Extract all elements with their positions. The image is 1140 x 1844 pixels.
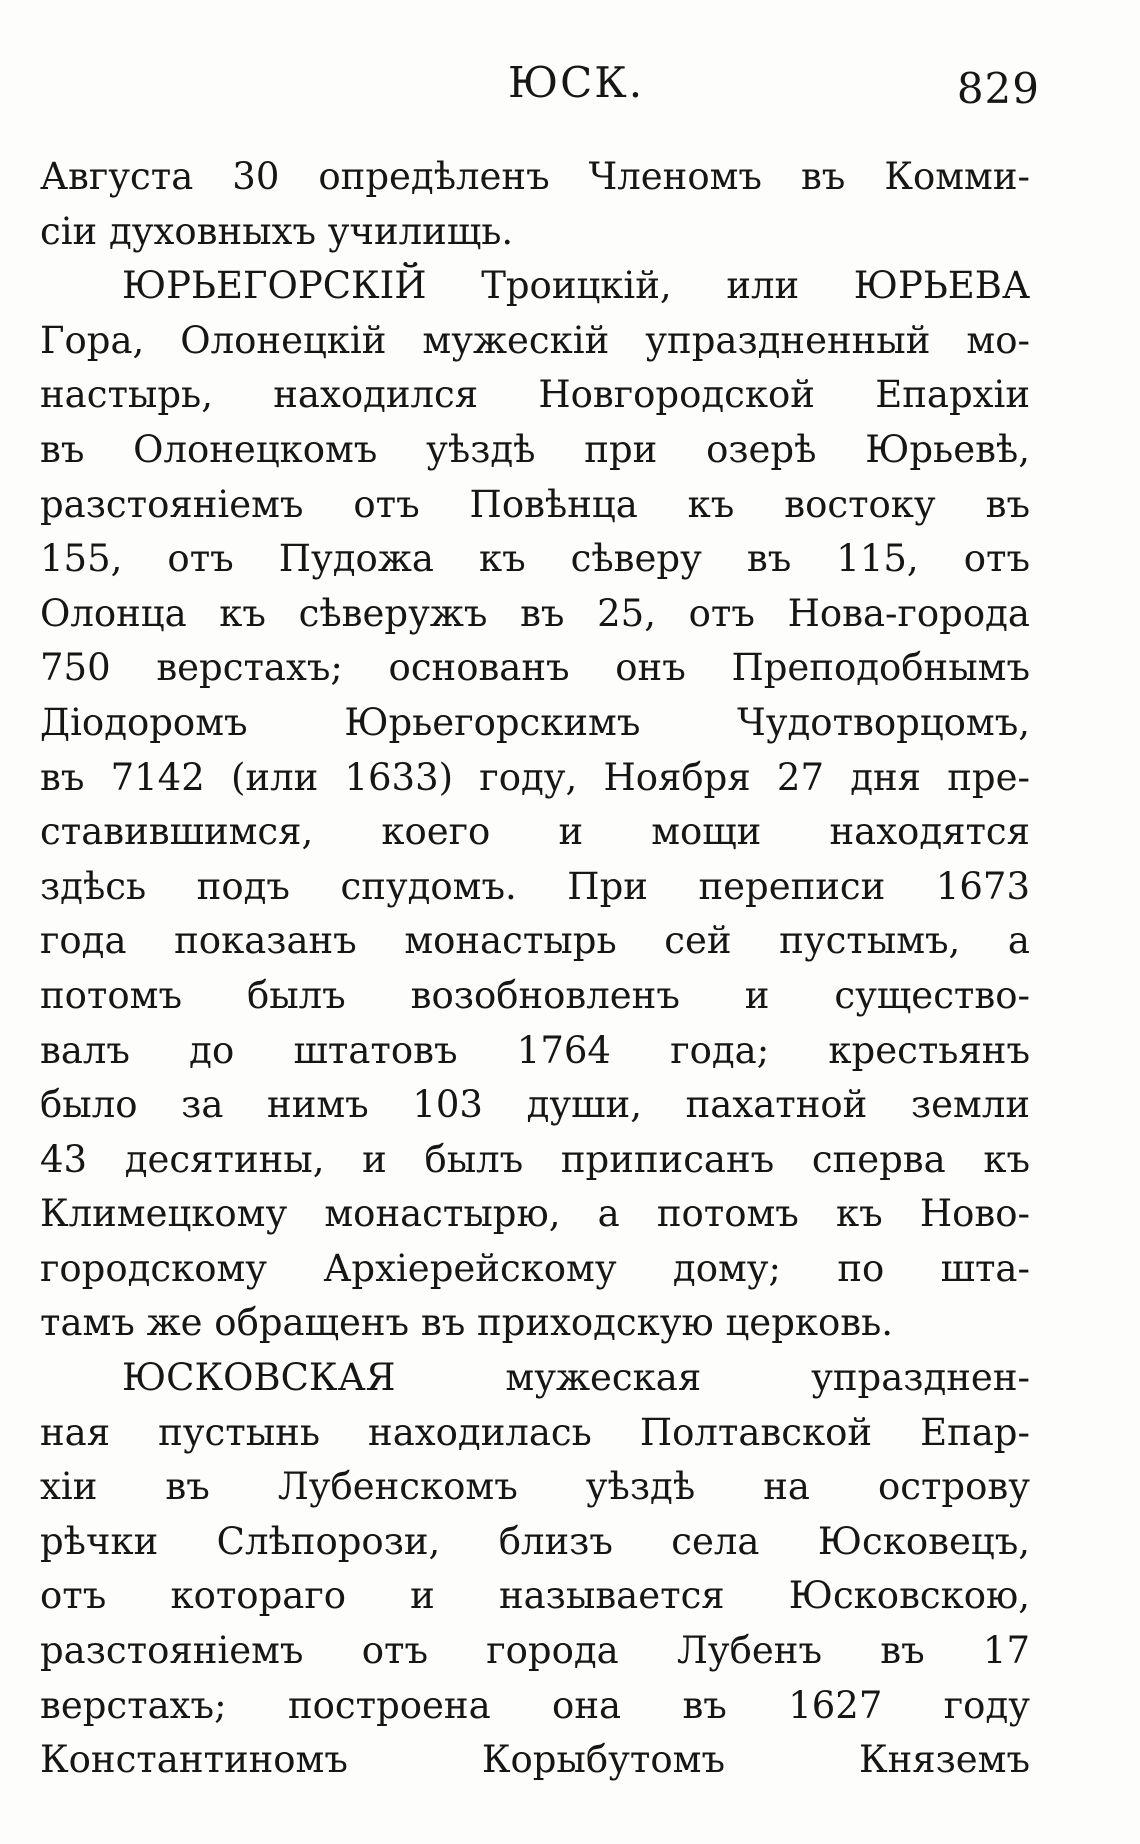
page-title: ЮСК. [508, 58, 645, 107]
text-line: сіи духовныхъ училищь. [40, 209, 514, 253]
text-line: рѣчки Слѣпорози, близъ села Юсковецъ, [40, 1519, 1030, 1563]
body-text [40, 150, 1030, 1788]
text-line: Гора, Олонецкій мужескій упраздненный мо- [40, 318, 1030, 362]
text-line: ная пустынь находилась Полтавской Епар- [40, 1410, 1030, 1454]
running-head [40, 58, 1040, 118]
text-line: ставившимся, коего и мощи находятся [40, 810, 1030, 854]
text-line: отъ котораго и называется Юсковскою, [40, 1574, 1030, 1618]
text-line: Климецкому монастырю, а потомъ къ Ново- [40, 1192, 1030, 1236]
text-line: 155, отъ Пудожа къ сѣверу въ 115, отъ [40, 537, 1030, 581]
text-line: потомъ былъ возобновленъ и существо- [40, 973, 1030, 1017]
text-line: верстахъ; построена она въ 1627 году [40, 1683, 1030, 1727]
text-line: въ Олонецкомъ уѣздѣ при озерѣ Юрьевѣ, [40, 427, 1030, 471]
text-line: здѣсь подъ спудомъ. При переписи 1673 [40, 864, 1030, 908]
text-line: ЮРЬЕГОРСКІЙ Троицкій, или ЮРЬЕВА [122, 264, 1030, 308]
page-number: 829 [956, 64, 1040, 113]
text-line: разстояніемъ отъ Повѣнца къ востоку въ [40, 482, 1030, 526]
text-line: настырь, находился Новгородской Епархіи [40, 373, 1030, 417]
text-line: было за нимъ 103 души, пахатной земли [40, 1083, 1030, 1127]
text-line: Августа 30 опредѣленъ Членомъ въ Комми- [40, 155, 1030, 198]
text-line: городскому Архіерейскому дому; по шта- [40, 1246, 1030, 1290]
text-line: валъ до штатовъ 1764 года; крестьянъ [40, 1028, 1030, 1072]
text-line: разстояніемъ отъ города Лубенъ въ 17 [40, 1629, 1030, 1673]
text-line: ЮСКОВСКАЯ мужеская упразднен- [122, 1356, 1030, 1400]
text-line: тамъ же обращенъ въ приходскую церковь. [40, 1301, 894, 1345]
text-line: въ 7142 (или 1633) году, Ноября 27 дня пре- [40, 755, 1030, 799]
text-line: 750 верстахъ; основанъ онъ Преподобнымъ [40, 646, 1030, 690]
text-line: года показанъ монастырь сей пустымъ, а [40, 919, 1030, 963]
text-line: Діодоромъ Юрьегорскимъ Чудотворцомъ, [40, 700, 1030, 744]
text-line: Олонца къ сѣверужъ въ 25, отъ Нова-города [40, 591, 1030, 635]
text-line: хіи въ Лубенскомъ уѣздѣ на острову [40, 1465, 1030, 1509]
text-line: 43 десятины, и былъ приписанъ сперва къ [40, 1137, 1030, 1181]
text-line: Константиномъ Корыбутомъ Княземъ [40, 1738, 1030, 1782]
